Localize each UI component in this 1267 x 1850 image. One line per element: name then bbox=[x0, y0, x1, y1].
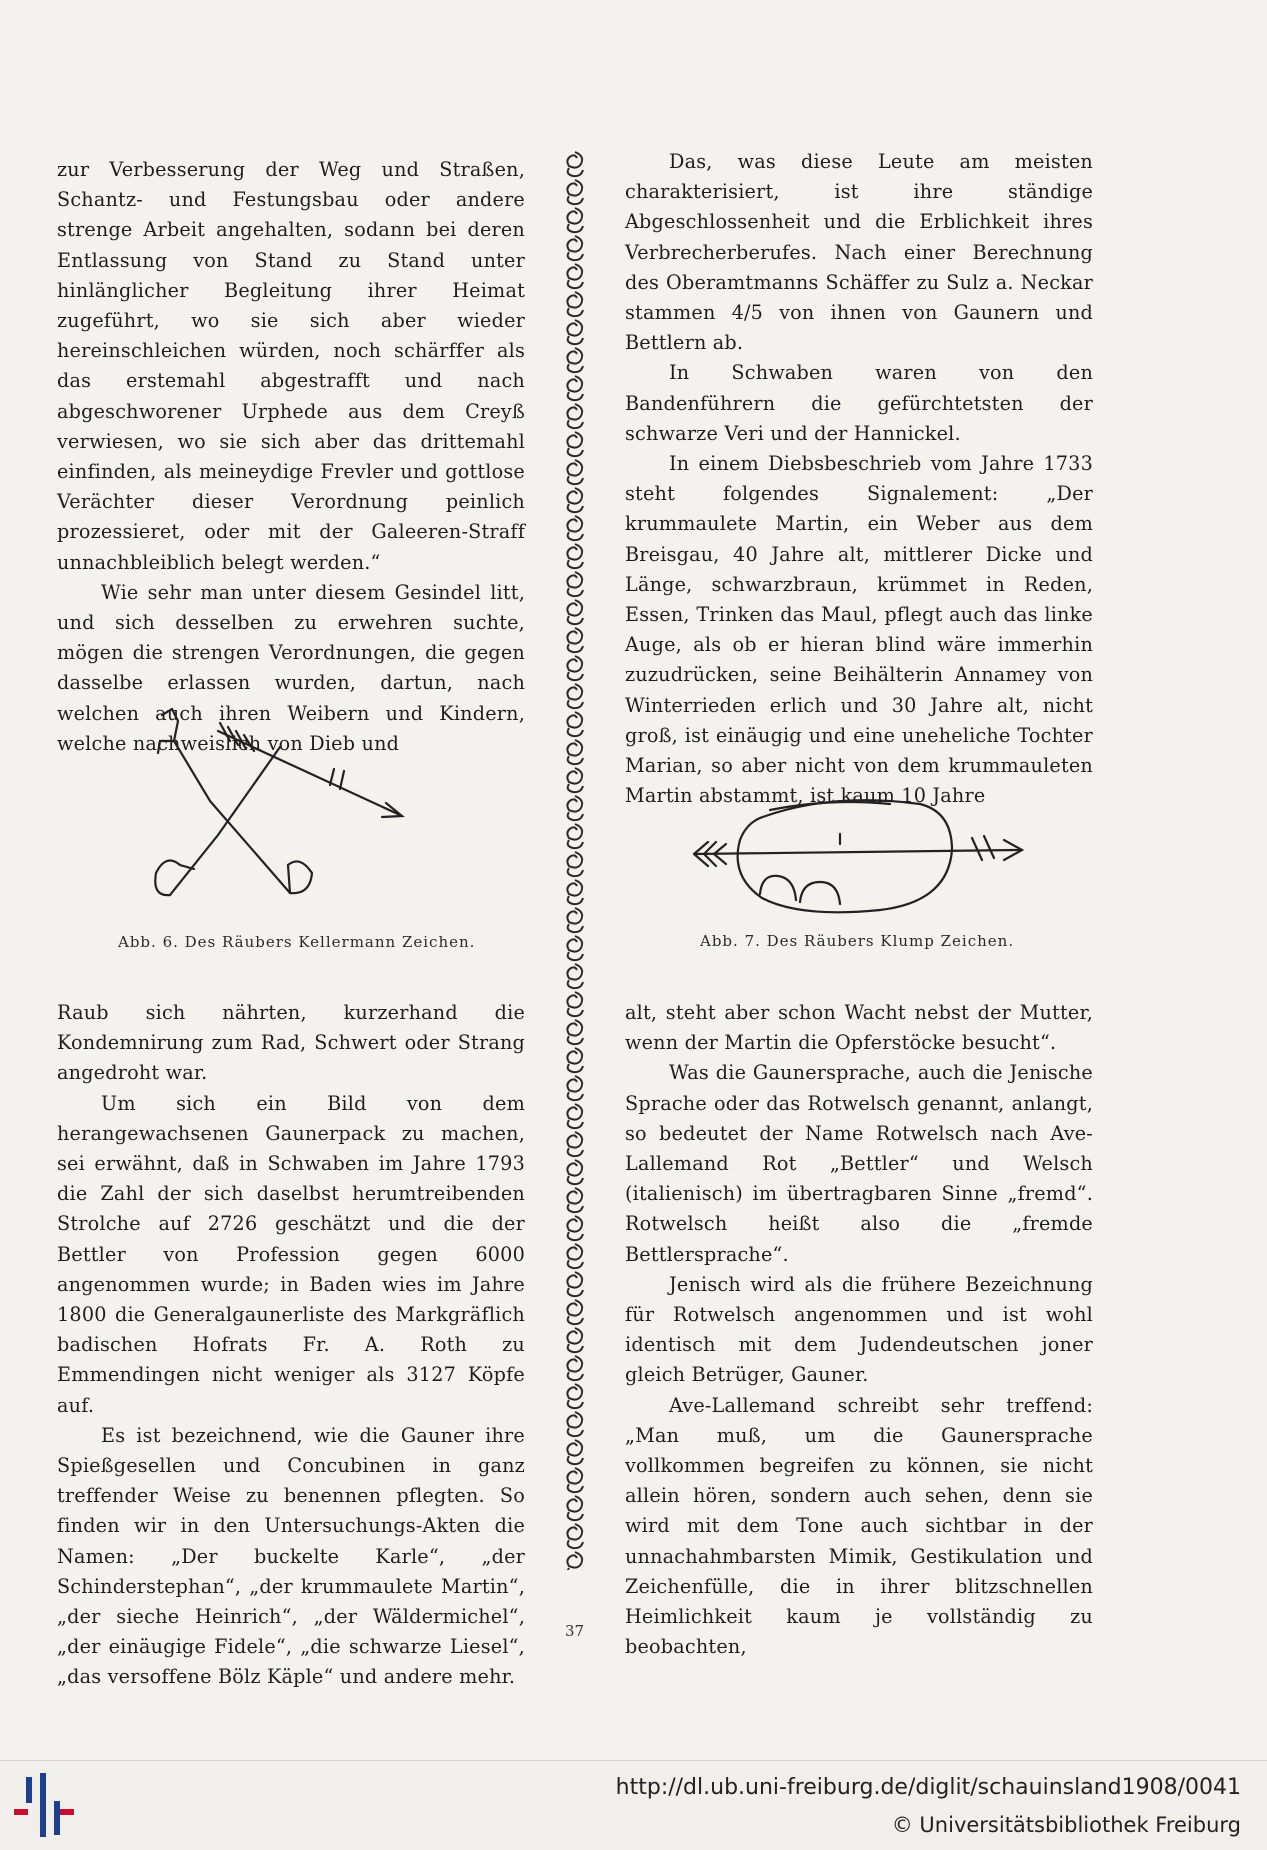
paragraph: Es ist bezeichnend, wie die Gauner ihre Spießgesellen und Concubinen in ganz treffender Weise zu benennen pflegten. So finden wir in den Untersuchungs-Akten die Namen: „Der buckelte Karle“, „der Schinderstephan“, „der krummaulete Martin“, „der sieche Heinrich“, „der Wäldermichel“, „der einäugige Fidele“, „die schwarze Liesel“, „das versoffene Bölz Käple“ und andere mehr. bbox=[57, 1423, 525, 1689]
viewer-footer bbox=[0, 1760, 1267, 1850]
left-column-top bbox=[57, 155, 525, 759]
paragraph: Ave-Lallemand schreibt sehr treffend: „Man muß, um die Gaunersprache vollkommen begreifen zu können, sie nicht allein hören, sondern auch sehen, denn sie wird mit dem Tone auch sichtbar in der unnachahmbarsten Mimik, Gestikulation und Zeichenfülle, die in ihrer blitzschnellen Heimlichkeit kaum je vollständig zu beobachten, bbox=[625, 1393, 1093, 1659]
right-column-bottom bbox=[625, 998, 1093, 1662]
paragraph: Was die Gaunersprache, auch die Jenische Sprache oder das Rotwelsch genannt, anlangt, so bedeutet der Name Rotwelsch nach Ave-Lallemand Rot „Bettler“ und Welsch (italienisch) im übertragbaren Sinne „fremd“. Rotwelsch heißt also die „fremde Bettlersprache“. bbox=[625, 1061, 1093, 1266]
paragraph: In einem Diebsbeschrieb vom Jahre 1733 steht folgendes Signalement: „Der krummaulete Martin, ein Weber aus dem Breisgau, 40 Jahre alt, mittlerer Dicke und Länge, schwarzbraun, krümmet in Reden, Essen, Trinken das Maul, pflegt auch das linke Auge, als ob er hieran blind wäre immerhin zuzudrücken, seine Beihälterin Annamey von Winterrieden erlich und 30 Jahre alt, nicht groß, ist einäugig und eine uneheliche Tochter Marian, so aber nicht von dem krummauleten Martin abstammt, ist kaum 10 Jahre bbox=[625, 452, 1093, 808]
column-divider-ornament bbox=[563, 150, 587, 1570]
paragraph: Raub sich nährten, kurzerhand die Kondemnirung zum Rad, Schwert oder Strang angedroht war. bbox=[57, 1001, 525, 1085]
paragraph: Das, was diese Leute am meisten charakterisiert, ist ihre ständige Abgeschlossenheit und die Erblichkeit ihres Verbrecherberufes. Nach einer Berechnung des Oberamtmanns Schäffer zu Sulz a. Neckar stammen 4/5 von ihnen von Gaunern und Bettlern ab. bbox=[625, 150, 1093, 355]
footer-permalink[interactable]: http://dl.ub.uni-freiburg.de/diglit/schauinsland1908/0041 bbox=[615, 1775, 1241, 1800]
paragraph: zur Verbesserung der Weg und Straßen, Schantz- und Festungsbau oder andere strenge Arbeit angehalten, sodann bei deren Entlassung von Stand zu Stand unter hinlänglicher Begleitung ihrer Heimat zugeführt, wo sie sich aber wieder hereinschleichen würden, noch schärffer als das erstemahl abgestrafft und nach abgeschworener Urphede aus dem Creyß verwiesen, wo sie sich aber das drittemahl einfinden, als meineydige Frevler und gottlose Verächter dieser Verordnung peinlich prozessieret, oder mit der Galeeren-Straff unnachbleiblich belegt werden.“ bbox=[57, 158, 525, 574]
page-number: 37 bbox=[565, 1622, 585, 1640]
paragraph: Wie sehr man unter diesem Gesindel litt, und sich desselben zu erwehren suchte, mögen die strengen Verordnungen, die gegen dasselbe erlassen wurden, dartun, nach welchen auch ihren Weibern und Kindern, welche nachweislich von Dieb und bbox=[57, 580, 525, 755]
paragraph: In Schwaben waren von den Bandenführern die gefürchtetsten der schwarze Veri und der Hannickel. bbox=[625, 361, 1093, 445]
figure-kellermann-sign bbox=[150, 705, 430, 915]
paragraph: alt, steht aber schon Wacht nebst der Mutter, wenn der Martin die Opferstöcke besucht“. bbox=[625, 1001, 1093, 1055]
right-column-top bbox=[625, 147, 1093, 811]
figure-caption: Abb. 6. Des Räubers Kellermann Zeichen. bbox=[118, 933, 476, 951]
paragraph: Um sich ein Bild von dem herangewachsenen Gaunerpack zu machen, sei erwähnt, daß in Schwaben im Jahre 1793 die Zahl der sich daselbst herumtreibenden Strolche auf 2726 geschätzt und die der Bettler von Profession gegen 6000 angenommen wurde; in Baden wies im Jahre 1800 die Generalgaunerliste des Markgräflich badischen Hofrats Fr. A. Roth zu Emmendingen nicht weniger als 3127 Köpfe auf. bbox=[57, 1091, 525, 1417]
figure-klump-sign bbox=[690, 790, 1035, 925]
footer-copyright: © Universitätsbibliothek Freiburg bbox=[891, 1813, 1241, 1837]
ub-freiburg-logo-icon[interactable] bbox=[14, 1773, 78, 1841]
left-column-bottom bbox=[57, 998, 525, 1693]
figure-caption: Abb. 7. Des Räubers Klump Zeichen. bbox=[700, 932, 1015, 950]
paragraph: Jenisch wird als die frühere Bezeichnung für Rotwelsch angenommen und ist wohl identisch mit dem Judendeutschen joner gleich Betrüger, Gauner. bbox=[625, 1272, 1093, 1387]
